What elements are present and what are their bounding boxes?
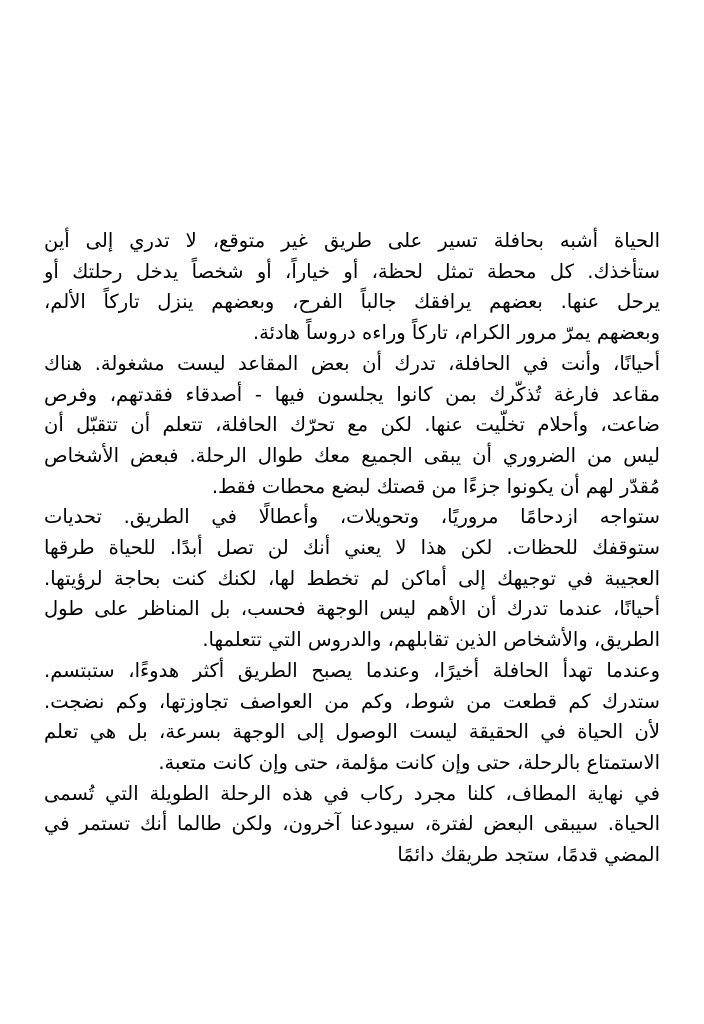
text-line: في نهاية المطاف، كلنا مجرد ركاب في هذه الرحلة الطويلة التي تُسمى xyxy=(44,781,660,805)
text-line: مُقدّر لهم أن يكونوا جزءًا من قصتك لبضع محطات فقط. xyxy=(211,474,660,498)
paragraph-2 xyxy=(44,349,660,503)
text-line: ستدرك كم قطعت من شوط، وكم من العواصف تجاوزتها، وكم نضجت. xyxy=(44,689,660,713)
text-line: ستأخذك. كل محطة تمثل لحظة، أو خياراً، أو شخصاً يدخل رحلتك أو xyxy=(44,259,660,283)
paragraph-3 xyxy=(44,502,660,656)
text-line: وبعضهم يمرّ مرور الكرام، تاركاً وراءه دروساً هادئة. xyxy=(252,321,660,345)
text-line: يرحل عنها. بعضهم يرافقك جالباً الفرح، وبعضهم ينزل تاركاً الألم، xyxy=(44,290,660,314)
text-line: العجيبة في توجيهك إلى أماكن لم تخطط لها، لكنك كنت بحاجة لرؤيتها. xyxy=(44,566,660,590)
paragraph-4 xyxy=(44,656,660,779)
paragraph-5 xyxy=(44,779,660,871)
text-line: المضي قدمًا، ستجد طريقك دائمًا xyxy=(397,843,660,867)
text-line: ليس من الضروري أن يبقى الجميع معك طوال الرحلة. فبعض الأشخاص xyxy=(44,443,660,467)
text-line: الحياة. سيبقى البعض لفترة، سيودعنا آخرون، ولكن طالما أنك تستمر في xyxy=(44,812,660,836)
text-line: الطريق، والأشخاص الذين تقابلهم، والدروس التي تتعلمها. xyxy=(202,628,660,652)
text-line: وعندما تهدأ الحافلة أخيرًا، وعندما يصبح الطريق أكثر هدوءًا، ستبتسم. xyxy=(44,658,660,682)
text-line: ستوقفك للحظات. لكن هذا لا يعني أنك لن تصل أبدًا. للحياة طرقها xyxy=(44,536,660,560)
text-line: مقاعد فارغة تُذكّرك بمن كانوا يجلسون فيها - أصدقاء فقدتهم، وفرص xyxy=(44,382,660,406)
text-line: ضاعت، وأحلام تخلّيت عنها. لكن مع تحرّك الحافلة، تتعلم أن تتقبّل أن xyxy=(44,413,660,437)
text-line: ستواجه ازدحامًا مروريًا، وتحويلات، وأعطالًا في الطريق. تحديات xyxy=(44,505,660,529)
paragraph-1 xyxy=(44,226,660,349)
text-line: أحيانًا، عندما تدرك أن الأهم ليس الوجهة فحسب، بل المناظر على طول xyxy=(44,597,660,621)
text-line: أحيانًا، وأنت في الحافلة، تدرك أن بعض المقاعد ليست مشغولة. هناك xyxy=(44,351,660,375)
text-line: الاستمتاع بالرحلة، حتى وإن كانت مؤلمة، حتى وإن كانت متعبة. xyxy=(158,750,660,774)
text-line: لأن الحياة في الحقيقة ليست الوصول إلى الوجهة بسرعة، بل هي تعلم xyxy=(44,720,660,744)
document-body xyxy=(44,226,660,871)
text-line: الحياة أشبه بحافلة تسير على طريق غير متوقع، لا تدري إلى أين xyxy=(44,229,660,252)
